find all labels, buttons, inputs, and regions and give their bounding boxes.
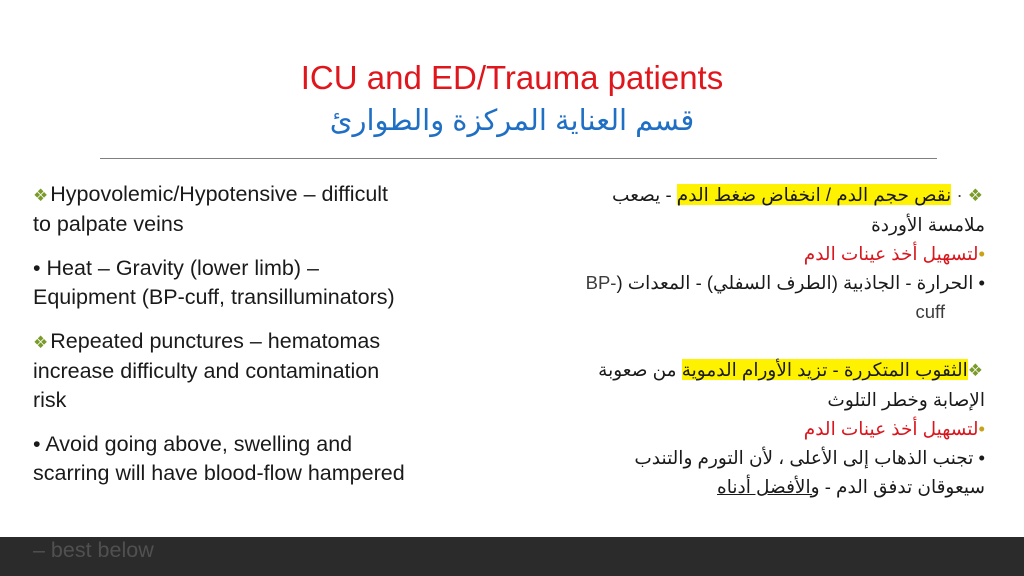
bullet-dot-icon: • [978,272,985,293]
arabic-bullet-1-cont: ملامسة الأوردة [871,214,985,235]
arabic-red-note-2: •لتسهيل أخذ عينات الدم [803,418,985,439]
highlighted-text: نقص حجم الدم / انخفاض ضغط الدم [676,184,952,205]
bullet-avoid-above-cont: scarring will have blood-flow hampered [33,461,405,485]
arabic-bullet-avoid: • تجنب الذهاب إلى الأعلى ، لأن التورم والتندب [634,447,985,468]
bullet-hypovolemic-cont: to palpate veins [33,212,184,236]
bullet-repeated-punctures: ❖Repeated punctures – hematomas [33,329,381,353]
arabic-red-note-1: •لتسهيل أخذ عينات الدم [803,243,985,264]
left-column-english [33,180,493,488]
diamond-bullet-icon: ❖ [33,333,49,352]
bullet-heat-gravity-cont: Equipment (BP-cuff, transilluminators) [33,285,395,309]
bullet-hypovolemic: ❖Hypovolemic/Hypotensive – difficult [33,182,389,206]
diamond-bullet-icon: ❖ [967,361,983,380]
right-column-arabic [545,180,985,501]
title-divider [100,158,937,159]
bullet-dot-icon: • [978,243,985,264]
bullet-avoid-above: • Avoid going above, swelling and [33,432,353,456]
bullet-dot-icon: • [978,418,985,439]
diamond-bullet-icon: ❖ [33,186,49,205]
arabic-bullet-2: ❖الثقوب المتكررة - تزيد الأورام الدموية من صعوبة [598,359,983,380]
arabic-bullet-heat: • الحرارة - الجاذبية (الطرف السفلي) - المعدات (BP- [585,272,985,293]
slide-subtitle-arabic: قسم العناية المركزة والطوارئ [329,105,695,137]
bullet-avoid-above-cont2: – best below [33,538,154,562]
highlighted-text: الثقوب المتكررة - تزيد الأورام الدموية [681,359,968,380]
bullet-heat-gravity: • Heat – Gravity (lower limb) – [33,256,319,280]
bullet-dot-icon: • [978,447,985,468]
diamond-bullet-icon: ❖ [967,186,983,205]
arabic-bullet-1: ❖ · نقص حجم الدم / انخفاض ضغط الدم - يصعب [612,184,983,205]
bullet-repeated-punctures-cont2: risk [33,388,67,412]
bullet-repeated-punctures-cont: increase difficulty and contamination [33,359,380,383]
arabic-bullet-avoid-cont: سيعوقان تدفق الدم - والأفضل أدناه [717,476,985,497]
arabic-bullet-2-cont: الإصابة وخطر التلوث [827,389,985,410]
arabic-bullet-heat-cont: cuff [915,301,945,322]
slide-title: ICU and ED/Trauma patients [300,59,724,96]
